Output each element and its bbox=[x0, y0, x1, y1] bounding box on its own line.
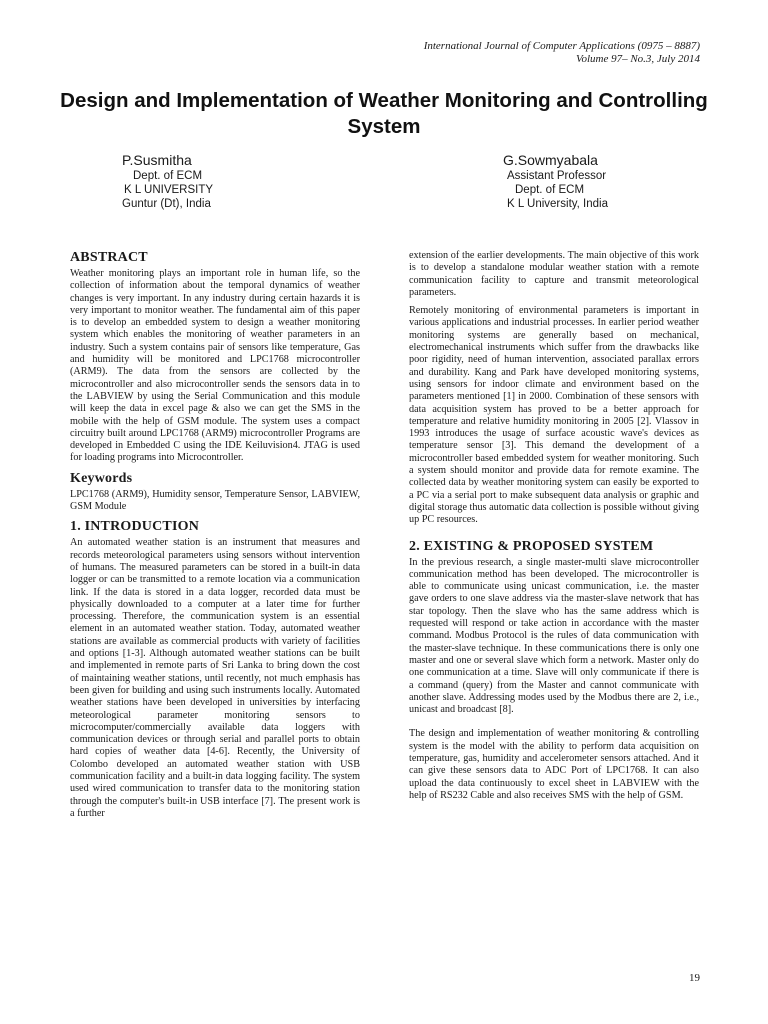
abstract-text: Weather monitoring plays an important role in human life, so the collection of information about the temporal dynamics of weather changes is very important. In any industry during certain hazards it is very important to monitor weather. The fundamental aim of this paper is to develop an embedded system to design a weather monitoring system which enables the monitoring of weather parameters in an industry. Such a system contains pair of sensors like temperature, Gas and humidity will be monitored and LPC1768 microcontroller (ARM9). The data from the sensors are collected by the microcontroller and also microcontroller sends the sensors data in to the LABVIEW by using the Serial Communication and this module will keep the data in excel page & also we can get the SMS in the mobile with the help of GSM module. The system uses a compact circuitry built around LPC1768 (ARM9) microcontroller Programs are developed in Embedded C using the IDE Keiluvision4. JTAG is used for loading programs into Microcontroller. bbox=[70, 268, 360, 464]
keywords-heading: Keywords bbox=[70, 470, 133, 486]
paper-title: Design and Implementation of Weather Monitoring and Controlling System bbox=[60, 89, 708, 138]
body-paragraph: Remotely monitoring of environmental parameters is important in various applications and industrial processes. In earlier period weather monitoring systems are generally based on mechanical, electromechanical instruments which suffer from the drawbacks like poor rigidity, need of human intervention, associated parallax errors and durability. Kang and Park have developed monitoring systems, using sensors for indoor climate and environment based on the parameters mentioned [1] in 2000. Combination of these sensors with data acquisition system has proved to be a better approach for temperature and relative humidity monitoring in 2005 [2]. Vlassov in 1993 introduces the usage of surface acoustic wave's devices as temperature sensor [3]. This demand the development of a microcontroller based embedded system for weather monitoring. Such a system should monitor and provide data for remote examine. The collected data by weather monitoring system can easily be exported to a PC via a serial port to make subsequent data analysis or graphic and digital storage thus automatic data collection is possible without giving up PC resources. bbox=[409, 305, 700, 526]
author-affiliation: K L University, India bbox=[507, 198, 608, 210]
keywords-text: LPC1768 (ARM9), Humidity sensor, Temperature Sensor, LABVIEW, GSM Module bbox=[70, 488, 360, 513]
author-affiliation: Guntur (Dt), India bbox=[122, 198, 211, 210]
introduction-text: An automated weather station is an instrument that measures and records meteorological parameters using sensors without intervention of humans. The measured parameters can be stored in a built-in data logger or can be transmitted to a remote location via a communication link. If the data is stored in a data logger, recorded data must be physically downloaded to a computer at a later time for further processing. Therefore, the communication system is an essential element in an automated weather station. Today, automated weather stations are available as commercial products with variety of facilities and options [1-3]. Although automated weather stations can be built and implemented in remote parts of Sri Lanka to bring down the cost of maintaining weather stations, until recently, not much emphasis has been given for building and using such instruments locally. Automated weather stations have been developed in universities by interfacing meteorological parameter monitoring sensors to microcomputer/commercially available data loggers with communication devices or through serial and parallel ports to obtain hard copies of weather data [4-6]. Recently, the University of Colombo developed an automated weather station with USB communication facility and a built-in data logging facility. The system used wired communication to transfer data to the monitoring station through the computer's built-in USB interface [7]. The present work is a further bbox=[70, 537, 360, 819]
body-paragraph: The design and implementation of weather monitoring & controlling system is the model with the ability to perform data acquisition on temperature, gas, humidity and accelerometer sensors attached. And it can give these sensors data to ADC Port of LPC1768. It can also upload the data continuously to excel sheet in LABVIEW with the help of RS232 Cable and also receives SMS with the help of GSM. bbox=[409, 728, 699, 801]
author-name: P.Susmitha bbox=[122, 152, 192, 168]
section2-heading: 2. EXISTING & PROPOSED SYSTEM bbox=[409, 538, 654, 554]
author-affiliation: Assistant Professor bbox=[507, 170, 607, 182]
author-affiliation: K L UNIVERSITY bbox=[124, 184, 214, 196]
author-name: G.Sowmyabala bbox=[503, 152, 598, 168]
left-column bbox=[70, 250, 360, 826]
introduction-heading: 1. INTRODUCTION bbox=[70, 519, 200, 535]
author-affiliation: Dept. of ECM bbox=[133, 170, 203, 182]
journal-header bbox=[424, 40, 700, 66]
author-block-2 bbox=[503, 151, 608, 211]
abstract-heading: ABSTRACT bbox=[70, 250, 148, 265]
right-column bbox=[409, 250, 699, 808]
journal-name: International Journal of Computer Applications (0975 – 8887) bbox=[423, 40, 700, 52]
author-affiliation: Dept. of ECM bbox=[515, 184, 585, 196]
author-block-1 bbox=[122, 151, 213, 211]
page-number: 19 bbox=[689, 972, 700, 984]
journal-volume: Volume 97– No.3, July 2014 bbox=[575, 53, 700, 65]
body-paragraph: extension of the earlier developments. The main objective of this work is to develop a standalone modular weather station with a remote communication facility to capture and transmit meteorological parameters. bbox=[409, 250, 699, 298]
body-paragraph: In the previous research, a single master-multi slave microcontroller communication method has been developed. The microcontroller is able to communicate using unicast communication, i.e. the master gave orders to one slave address via the master-slave network that has star topology. Then the slave who has the same address which is requested will respond or take action in accordance with the master command. Modbus Protocol is the rules of data communication with the master-slave technique. In these communications there is only one master and one or several slave which form a network. Master only do one communication at a time. Slave will only communicate if there is a command (query) from the Master and cannot communicate with another slave. Addressing modes used by the Modbus there are 2, i.e., unicast and broadcast [8]. bbox=[409, 556, 699, 716]
